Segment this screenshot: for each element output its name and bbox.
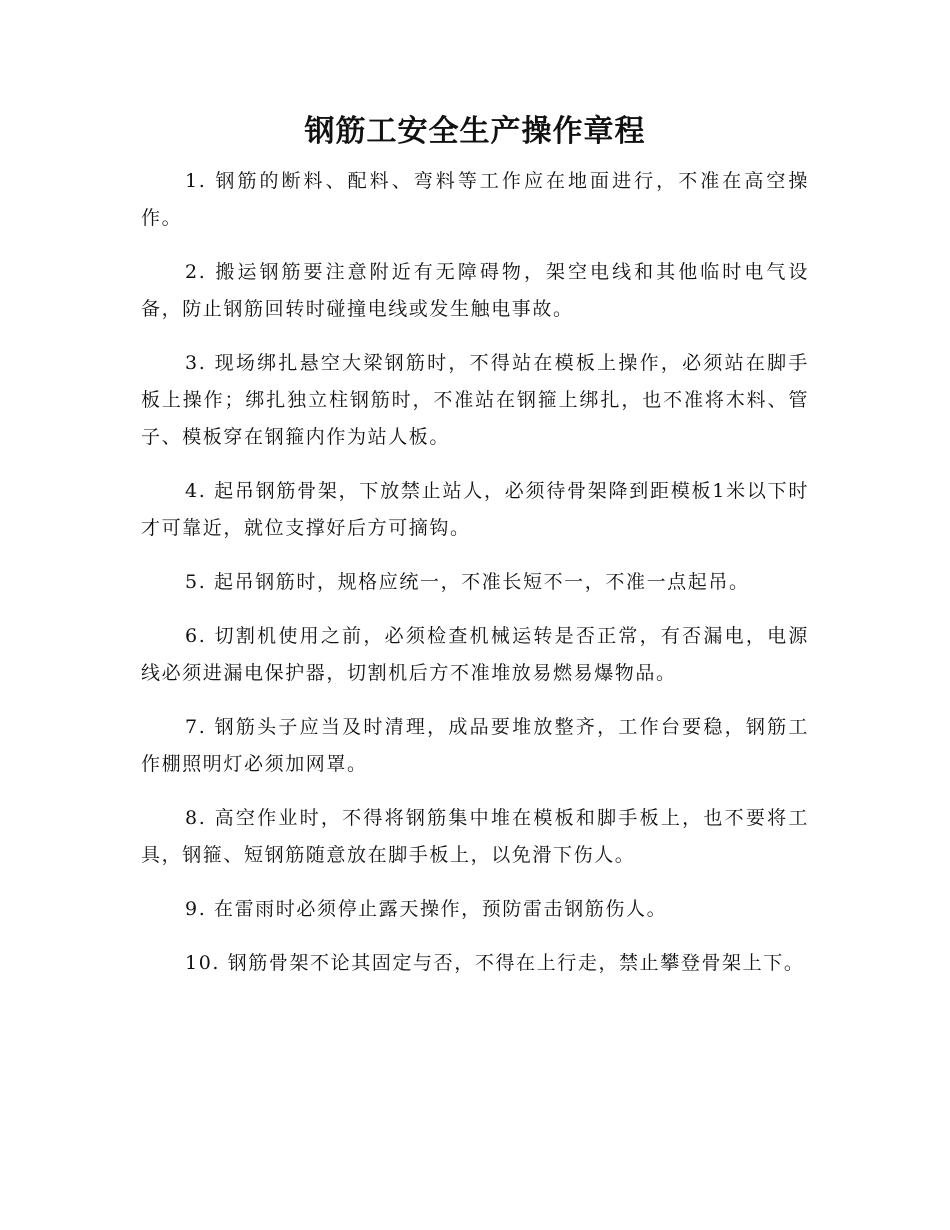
rule-item-5: 5. 起吊钢筋时，规格应统一，不准长短不一，不准一点起吊。	[185, 571, 750, 593]
document-title: 钢筋工安全生产操作章程	[304, 114, 646, 149]
rule-item-2: 2. 搬运钢筋要注意附近有无障碍物，架空电线和其他临时电气设备，防止钢筋回转时碰撞电线或发生触电事故。	[141, 261, 809, 320]
rule-item-4: 4. 起吊钢筋骨架，下放禁止站人，必须待骨架降到距模板1米以下时才可靠近，就位支撑好后方可摘钩。	[141, 480, 809, 539]
rule-item-10: 10. 钢筋骨架不论其固定与否，不得在上行走，禁止攀登骨架上下。	[185, 952, 805, 974]
rule-item-9: 9. 在雷雨时必须停止露天操作，预防雷击钢筋伤人。	[185, 898, 668, 920]
document-body	[141, 163, 809, 999]
rule-item-3: 3. 现场绑扎悬空大梁钢筋时，不得站在模板上操作，必须站在脚手板上操作；绑扎独立柱钢筋时，不准站在钢箍上绑扎，也不准将木料、管子、模板穿在钢箍内作为站人板。	[141, 352, 809, 448]
rule-item-1: 1. 钢筋的断料、配料、弯料等工作应在地面进行，不准在高空操作。	[141, 170, 809, 229]
rule-item-7: 7. 钢筋头子应当及时清理，成品要堆放整齐，工作台要稳，钢筋工作棚照明灯必须加网罩。	[141, 716, 809, 775]
rule-item-8: 8. 高空作业时，不得将钢筋集中堆在模板和脚手板上，也不要将工具，钢箍、短钢筋随意放在脚手板上，以免滑下伤人。	[141, 807, 809, 866]
rule-item-6: 6. 切割机使用之前，必须检查机械运转是否正常，有否漏电，电源线必须进漏电保护器，切割机后方不准堆放易燃易爆物品。	[141, 625, 809, 684]
